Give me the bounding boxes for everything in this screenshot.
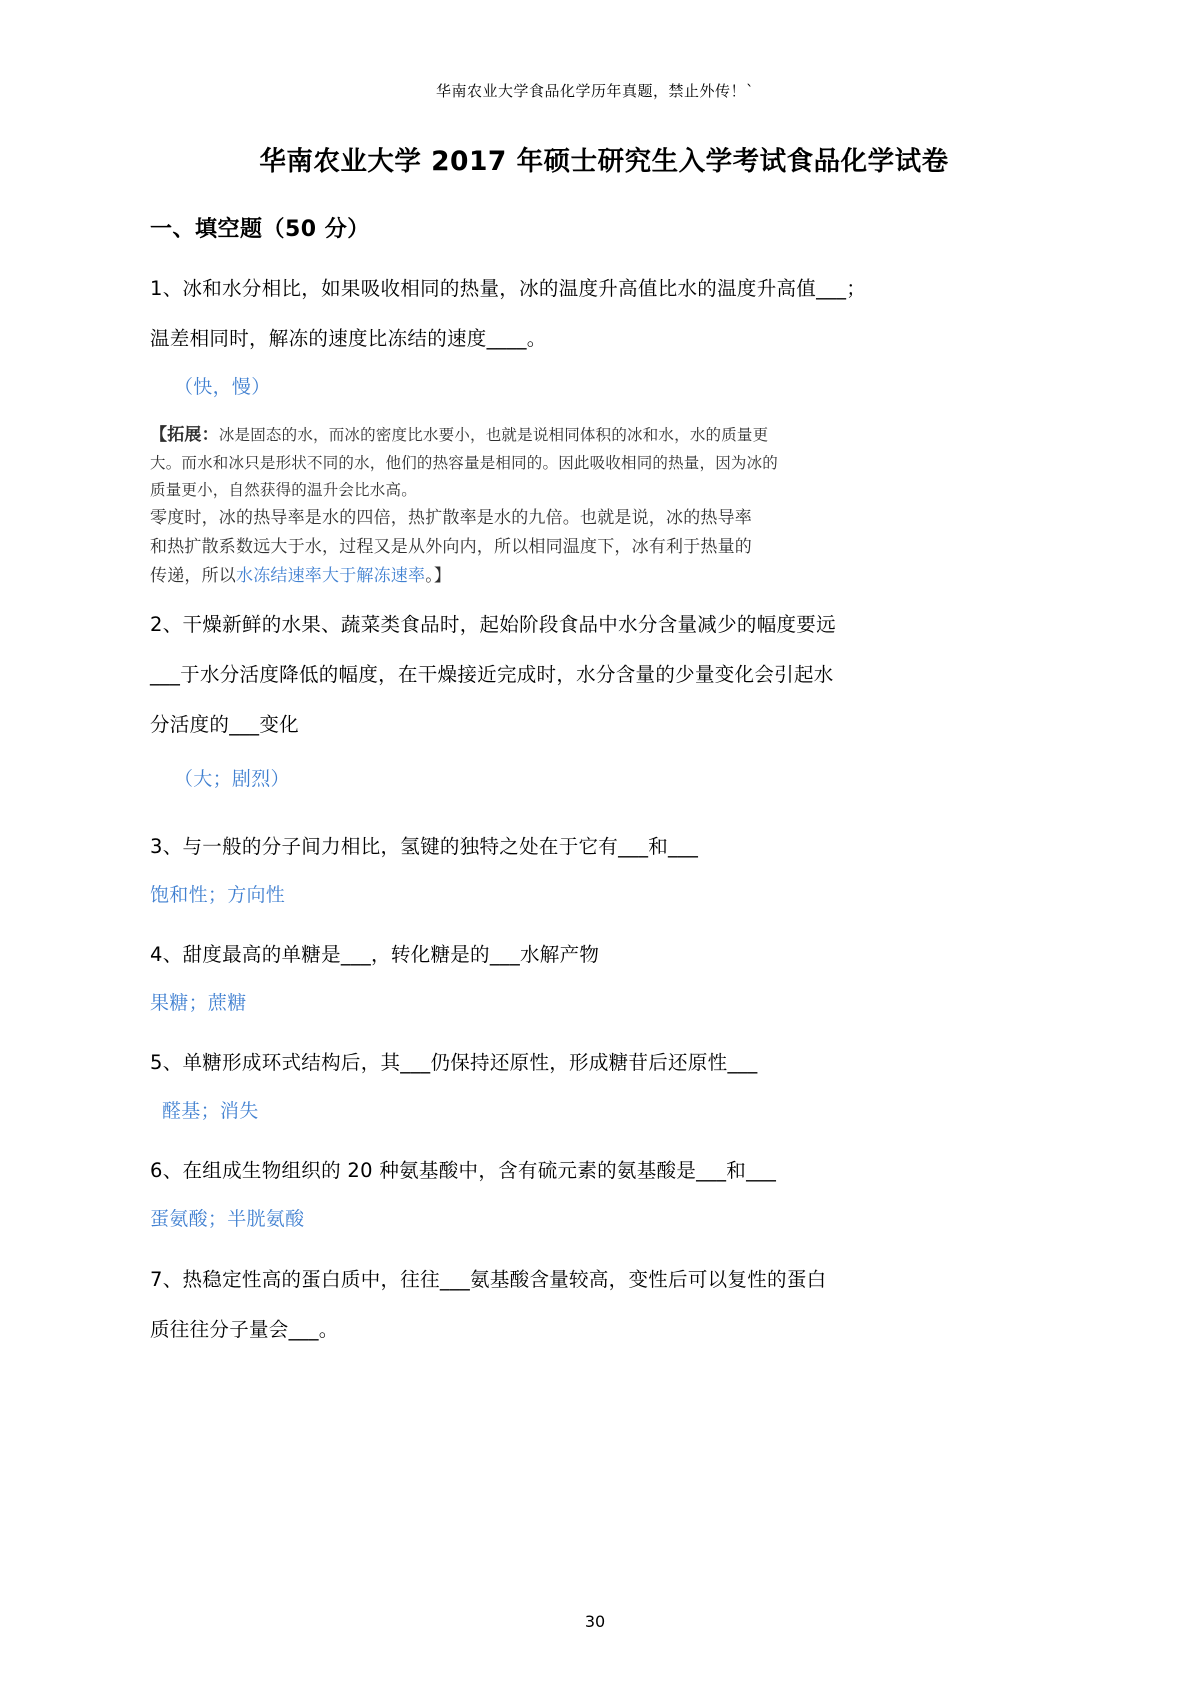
page-title: 华南农业大学 2017 年硕士研究生入学考试食品化学试卷	[259, 146, 949, 177]
section-title: 一、填空题（50 分）	[150, 217, 370, 242]
question-5-answer: 醛基；消失	[162, 1100, 259, 1123]
extension-label: 【拓展：	[150, 425, 219, 446]
question-3-answer: 饱和性；方向性	[150, 884, 286, 907]
page-number: 30	[584, 1612, 606, 1631]
question-2-line-2: ___于水分活度降低的幅度，在干燥接近完成时，水分含量的少量变化会引起水	[150, 663, 834, 687]
extension-note	[150, 421, 1040, 591]
extension-para1-line1: 冰是固态的水，而冰的密度比水要小，也就是说相同体积的冰和水，水的质量更	[218, 426, 769, 445]
question-6-line-1: 6、在组成生物组织的 20 种氨基酸中，含有硫元素的氨基酸是___和___	[150, 1159, 777, 1183]
question-4-answer: 果糖；蔗糖	[150, 992, 247, 1015]
question-4-line-1: 4、甜度最高的单糖是___，转化糖是的___水解产物	[150, 943, 600, 967]
page-header-note: 华南农业大学食品化学历年真题，禁止外传！`	[435, 82, 754, 100]
question-7-line-1: 7、热稳定性高的蛋白质中，往往___氨基酸含量较高，变性后可以复性的蛋白	[150, 1267, 827, 1291]
extension-para2-line3-suffix: 。】	[425, 566, 452, 587]
question-2-line-3: 分活度的___变化	[150, 713, 299, 737]
question-1-answer: （快，慢）	[174, 375, 271, 398]
question-5-line-1: 5、单糖形成环式结构后，其___仍保持还原性，形成糖苷后还原性___	[150, 1051, 758, 1075]
extension-para2-line1: 零度时，冰的热导率是水的四倍，热扩散率是水的九倍。也就是说，冰的热导率	[150, 507, 752, 528]
extension-para2-line2: 和热扩散系数远大于水，过程又是从外向内，所以相同温度下，冰有利于热量的	[150, 536, 752, 557]
extension-para2-line3-prefix: 传递，所以	[150, 566, 236, 587]
question-2-line-1: 2、干燥新鲜的水果、蔬菜类食品时，起始阶段食品中水分含量减少的幅度要远	[150, 613, 836, 637]
extension-para1-line2: 大。而水和冰只是形状不同的水，他们的热容量是相同的。因此吸收相同的热量，因为冰的	[150, 454, 779, 473]
extension-para2-line3-highlight: 水冻结速率大于解冻速率	[236, 566, 426, 587]
question-7-line-2: 质往往分子量会___。	[150, 1317, 339, 1341]
question-3-line-1: 3、与一般的分子间力相比，氢键的独特之处在于它有___和___	[150, 835, 699, 859]
question-2-answer: （大；剧烈）	[174, 768, 290, 791]
extension-para1-line3: 质量更小，自然获得的温升会比水高。	[150, 480, 417, 499]
question-1-line-1: 1、冰和水分相比，如果吸收相同的热量，冰的温度升高值比水的温度升高值___；	[150, 277, 867, 300]
question-6-answer: 蛋氨酸；半胱氨酸	[150, 1208, 305, 1231]
question-1-line-2: 温差相同时，解冻的速度比冻结的速度____。	[150, 326, 547, 350]
